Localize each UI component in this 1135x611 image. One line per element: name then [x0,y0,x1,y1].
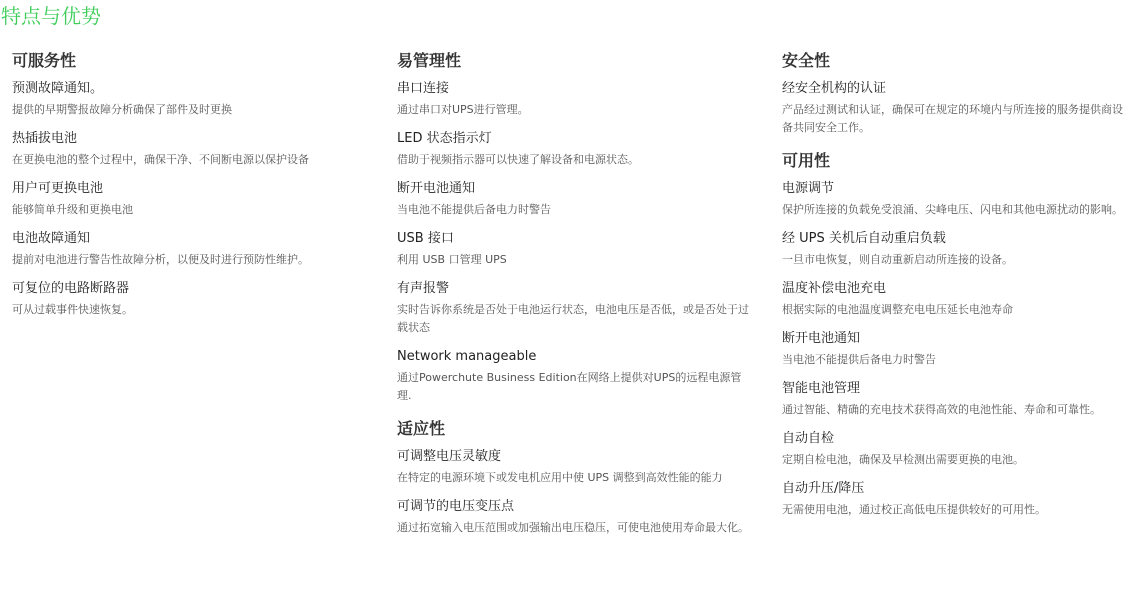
feature-description: 当电池不能提供后备电力时警告 [782,353,936,366]
feature-description: 通过拓宽输入电压范围或加强输出电压稳压，可使电池使用寿命最大化。 [397,521,749,534]
feature-item [782,480,1132,519]
feature-item [397,498,752,537]
section-title: 可服务性 [12,51,77,70]
feature-title: 经 UPS 关机后自动重启负载 [782,231,946,246]
feature-item [782,430,1132,469]
feature-item [397,230,752,269]
feature-section [397,48,752,405]
feature-description: 借助于视频指示器可以快速了解设备和电源状态。 [397,153,639,166]
feature-title: Network manageable [397,349,537,364]
feature-section [782,48,1132,137]
feature-title: 电池故障通知 [12,231,91,246]
section-title: 安全性 [782,51,831,70]
feature-item [12,230,372,269]
feature-item [12,180,372,219]
feature-description: 保护所连接的负载免受浪涌、尖峰电压、闪电和其他电源扰动的影响。 [782,203,1123,216]
feature-item [782,280,1132,319]
feature-description: 产品经过测试和认证，确保可在规定的环境内与所连接的服务提供商设备共同安全工作。 [782,103,1123,134]
feature-item [782,330,1132,369]
section-title: 易管理性 [397,51,462,70]
feature-description: 通过Powerchute Business Edition在网络上提供对UPS的远程电源管理. [397,371,742,402]
section-title: 可用性 [782,151,831,170]
feature-description: 无需使用电池，通过校正高低电压提供较好的可用性。 [782,503,1046,516]
feature-title: 可复位的电路断路器 [12,281,130,296]
feature-description: 一旦市电恢复，则自动重新启动所连接的设备。 [782,253,1013,266]
feature-title: 温度补偿电池充电 [782,281,887,296]
feature-title: 用户可更换电池 [12,181,104,196]
feature-item [12,80,372,119]
feature-description: 提供的早期警报故障分析确保了部件及时更换 [12,103,232,116]
feature-title: 热插拔电池 [12,131,78,146]
feature-section [12,48,372,319]
feature-title: 断开电池通知 [782,331,861,346]
feature-item [397,348,752,405]
feature-section [782,148,1132,519]
feature-title: 有声报警 [397,281,450,296]
feature-description: 实时告诉你系统是否处于电池运行状态，电池电压是否低，或是否处于过载状态 [397,303,749,334]
feature-column [782,48,1132,530]
feature-description: 通过串口对UPS进行管理。 [397,103,529,116]
feature-description: 在更换电池的整个过程中，确保干净、不间断电源以保护设备 [12,153,309,166]
feature-description: 定期自检电池，确保及早检测出需要更换的电池。 [782,453,1024,466]
section-title: 适应性 [397,419,446,438]
feature-description: 提前对电池进行警告性故障分析，以便及时进行预防性维护。 [12,253,309,266]
feature-item [782,80,1132,137]
feature-item [12,280,372,319]
feature-title: USB 接口 [397,231,454,246]
feature-item [397,448,752,487]
page-title: 特点与优势 [1,4,101,28]
feature-description: 可从过载事件快速恢复。 [12,303,133,316]
feature-title: 串口连接 [397,81,450,96]
feature-title: 电源调节 [782,181,835,196]
feature-title: 自动自检 [782,431,835,446]
feature-title: 经安全机构的认证 [782,81,887,96]
feature-item [397,280,752,337]
feature-title: 可调整电压灵敏度 [397,449,502,464]
feature-item [782,180,1132,219]
feature-title: 预测故障通知。 [12,81,104,96]
feature-title: 断开电池通知 [397,181,476,196]
feature-section [397,416,752,537]
feature-description: 通过智能、精确的充电技术获得高效的电池性能、寿命和可靠性。 [782,403,1101,416]
feature-description: 在特定的电源环境下或发电机应用中使 UPS 调整到高效性能的能力 [397,471,723,484]
feature-column [12,48,372,330]
feature-description: 能够简单升级和更换电池 [12,203,133,216]
feature-item [397,180,752,219]
feature-title: 智能电池管理 [782,381,861,396]
feature-title: 可调节的电压变压点 [397,499,515,514]
feature-item [782,230,1132,269]
feature-item [397,130,752,169]
feature-description: 根据实际的电池温度调整充电电压延长电池寿命 [782,303,1013,316]
feature-title: LED 状态指示灯 [397,131,492,146]
feature-item [397,80,752,119]
feature-title: 自动升压/降压 [782,481,865,496]
feature-description: 当电池不能提供后备电力时警告 [397,203,551,216]
feature-item [12,130,372,169]
feature-column [397,48,752,548]
feature-item [782,380,1132,419]
feature-description: 利用 USB 口管理 UPS [397,253,507,266]
